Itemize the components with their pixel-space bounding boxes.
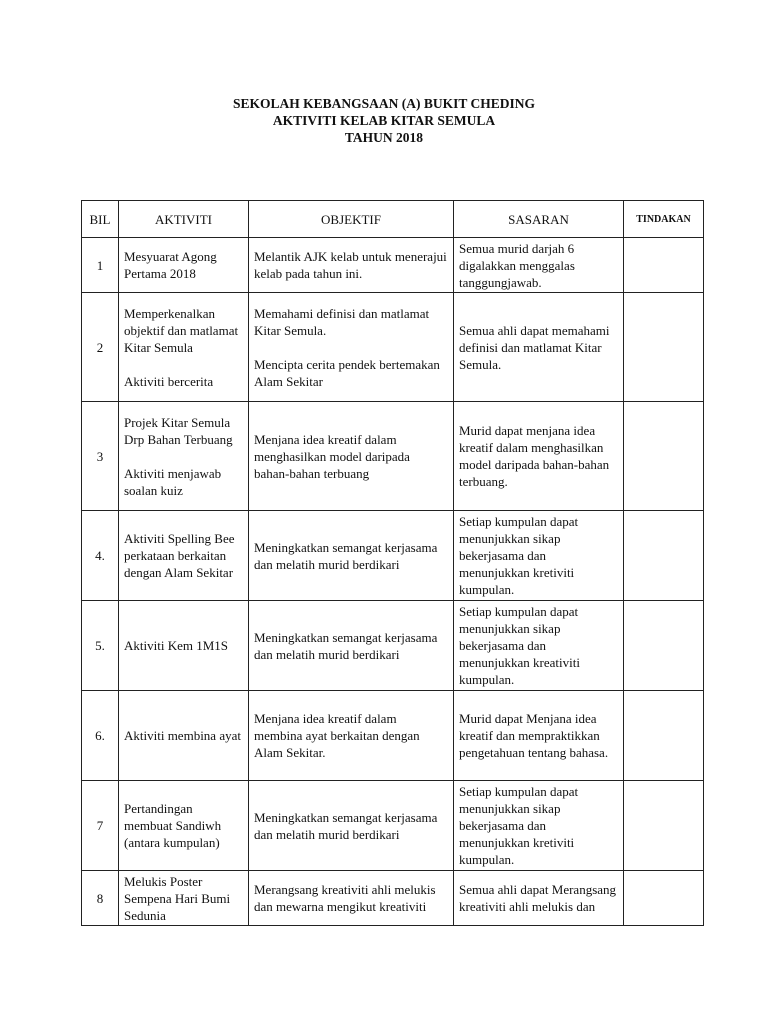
cell-sasaran-text: Setiap kumpulan dapat menunjukkan sikap bekerjasama dan menunjukkan kretiviti kumpulan. (459, 514, 579, 597)
cell-sasaran (454, 871, 624, 926)
cell-aktiviti (119, 871, 249, 926)
cell-aktiviti (119, 402, 249, 511)
cell-objektif (249, 511, 454, 601)
cell-aktiviti-text: Aktiviti bercerita (124, 373, 214, 389)
cell-sasaran-text: Murid dapat menjana idea kreatif dalam menghasilkan model daripada bahan-bahan terbuang. (459, 423, 610, 489)
cell-bil: 5. (82, 601, 119, 691)
col-header-sasaran: SASARAN (454, 201, 624, 238)
cell-aktiviti-text: Mesyuarat Agong Pertama 2018 (124, 249, 217, 281)
cell-bil: 4. (82, 511, 119, 601)
cell-aktiviti (119, 511, 249, 601)
cell-objektif (249, 601, 454, 691)
activity-table (81, 200, 704, 926)
cell-tindakan (624, 601, 704, 691)
cell-objektif (249, 238, 454, 293)
cell-sasaran (454, 238, 624, 293)
cell-aktiviti-text: Aktiviti Kem 1M1S (124, 638, 229, 653)
cell-objektif (249, 293, 454, 402)
document-title: AKTIVITI KELAB KITAR SEMULA (272, 113, 496, 128)
cell-objektif-text: Merangsang kreativiti ahli melukis dan mewarna mengikut kreativiti (254, 882, 436, 914)
cell-aktiviti-text: Melukis Poster Sempena Hari Bumi Sedunia (124, 873, 231, 923)
col-header-bil: BIL (82, 201, 119, 238)
cell-sasaran (454, 511, 624, 601)
cell-objektif-text: Menjana idea kreatif dalam membina ayat berkaitan dengan Alam Sekitar. (254, 711, 420, 760)
col-header-aktiviti: AKTIVITI (119, 201, 249, 238)
cell-objektif (249, 781, 454, 871)
cell-sasaran-text: Murid dapat Menjana idea kreatif dan mempraktikkan pengetahuan tentang bahasa. (459, 711, 609, 760)
cell-aktiviti (119, 691, 249, 781)
cell-objektif (249, 871, 454, 926)
table-row (82, 691, 704, 781)
cell-tindakan (624, 511, 704, 601)
table-row (82, 511, 704, 601)
cell-sasaran (454, 781, 624, 871)
cell-sasaran-text: Semua murid darjah 6 digalakkan menggalas tanggungjawab. (459, 240, 575, 290)
cell-aktiviti-text: Memperkenalkan objektif dan matlamat Kitar Semula (124, 305, 239, 355)
cell-tindakan (624, 691, 704, 781)
cell-tindakan (624, 402, 704, 511)
cell-tindakan (624, 871, 704, 926)
cell-objektif-text: Mencipta cerita pendek bertemakan Alam Sekitar (254, 356, 440, 389)
cell-bil: 8 (82, 871, 119, 926)
cell-sasaran-text: Semua ahli dapat Merangsang kreativiti ahli melukis dan (459, 882, 617, 914)
cell-aktiviti (119, 781, 249, 871)
document-year: TAHUN 2018 (344, 130, 424, 145)
cell-objektif-text: Memahami definisi dan matlamat Kitar Semula. (254, 305, 430, 338)
cell-sasaran-text: Setiap kumpulan dapat menunjukkan sikap bekerjasama dan menunjukkan kreativiti kumpulan. (459, 604, 580, 687)
cell-tindakan (624, 293, 704, 402)
cell-objektif-text: Meningkatkan semangat kerjasama dan melatih murid berdikari (254, 539, 438, 572)
school-name: SEKOLAH KEBANGSAAN (A) BUKIT CHEDING (232, 96, 536, 111)
cell-sasaran (454, 293, 624, 402)
cell-objektif (249, 691, 454, 781)
cell-aktiviti-text: Aktiviti Spelling Bee perkataan berkaitan dengan Alam Sekitar (124, 531, 235, 580)
cell-aktiviti (119, 238, 249, 293)
cell-aktiviti-text: Aktiviti menjawab soalan kuiz (124, 465, 222, 498)
cell-bil: 6. (82, 691, 119, 781)
cell-objektif-text: Menjana idea kreatif dalam menghasilkan model daripada bahan-bahan terbuang (254, 431, 410, 481)
cell-bil: 7 (82, 781, 119, 871)
col-header-tindakan: TINDAKAN (624, 201, 704, 238)
cell-sasaran (454, 691, 624, 781)
col-header-objektif: OBJEKTIF (249, 201, 454, 238)
cell-aktiviti-text: Pertandingan membuat Sandiwh (antara kumpulan) (124, 801, 222, 850)
cell-aktiviti (119, 293, 249, 402)
table-row (82, 871, 704, 926)
cell-sasaran (454, 601, 624, 691)
cell-objektif-text: Melantik AJK kelab untuk menerajui kelab pada tahun ini. (254, 249, 447, 281)
cell-bil: 1 (82, 238, 119, 293)
cell-aktiviti-text: Projek Kitar Semula Drp Bahan Terbuang (124, 414, 233, 447)
table-row (82, 293, 704, 402)
table-row (82, 601, 704, 691)
cell-objektif-text: Meningkatkan semangat kerjasama dan melatih murid berdikari (254, 809, 438, 842)
table-row (82, 781, 704, 871)
table-header-row (82, 201, 704, 238)
cell-bil: 3 (82, 402, 119, 511)
cell-tindakan (624, 781, 704, 871)
cell-objektif (249, 402, 454, 511)
cell-tindakan (624, 238, 704, 293)
document-header (0, 95, 768, 146)
cell-aktiviti (119, 601, 249, 691)
cell-sasaran-text: Setiap kumpulan dapat menunjukkan sikap bekerjasama dan menunjukkan kretiviti kumpulan. (459, 784, 579, 867)
cell-objektif-text: Meningkatkan semangat kerjasama dan melatih murid berdikari (254, 629, 438, 662)
table-row (82, 238, 704, 293)
cell-sasaran-text: Semua ahli dapat memahami definisi dan matlamat Kitar Semula. (459, 322, 610, 372)
cell-aktiviti-text: Aktiviti membina ayat (124, 728, 241, 743)
cell-sasaran (454, 402, 624, 511)
table-row (82, 402, 704, 511)
cell-bil: 2 (82, 293, 119, 402)
